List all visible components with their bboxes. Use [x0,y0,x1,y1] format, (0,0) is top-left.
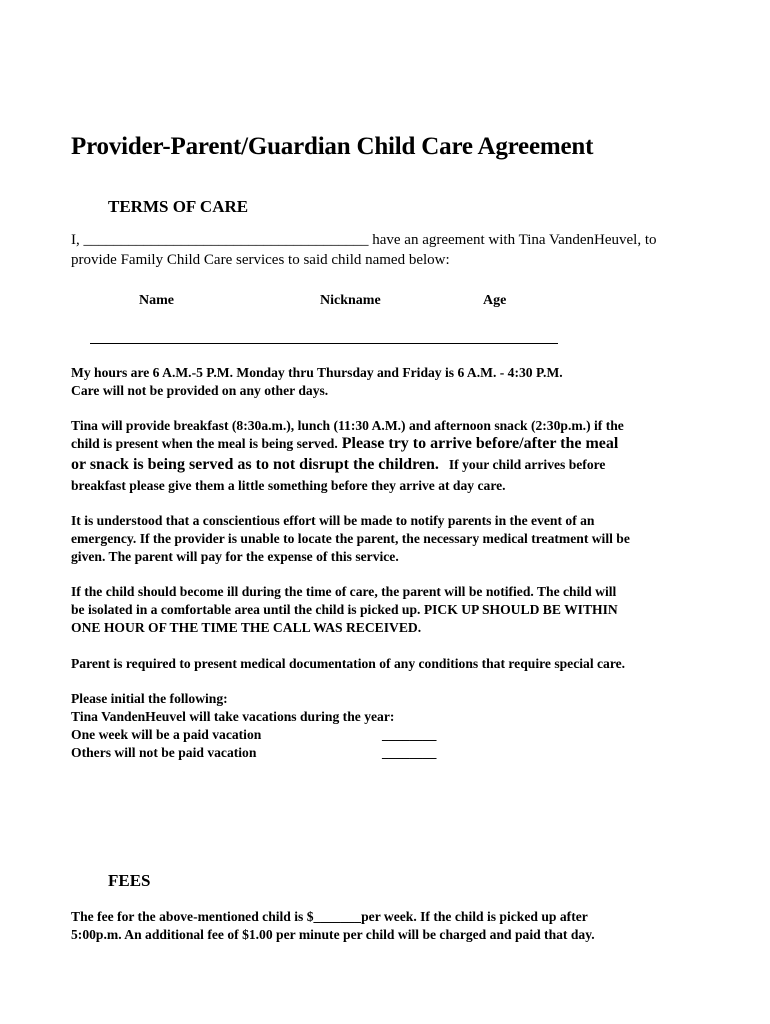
fees-line-1: The fee for the above-mentioned child is $_______per week. If the child is picked up after [71,909,588,924]
meals-line-2-text: child is present when the meal is being served. [71,436,338,451]
column-nickname-label: Nickname [320,293,381,308]
initial-line-2: Tina VandenHeuvel will take vacations during the year: [71,709,395,724]
meals-line-3 [71,456,605,474]
meals-line-1: Tina will provide breakfast (8:30a.m.), lunch (11:30 A.M.) and afternoon snack (2:30p.m.) if the [71,418,624,433]
intro-line-2: provide Family Child Care services to said child named below: [71,252,450,268]
medical-documentation-line: Parent is required to present medical documentation of any conditions that require special care. [71,656,626,671]
hours-line-1: My hours are 6 A.M.-5 P.M. Monday thru Thursday and Friday is 6 A.M. - 4:30 P.M. [71,365,563,380]
illness-line-2: be isolated in a comfortable area until the child is picked up. PICK UP SHOULD BE WITHIN [71,602,618,617]
fees-line-2: 5:00p.m. An additional fee of $1.00 per minute per child will be charged and paid that day. [71,927,595,942]
document-title: Provider-Parent/Guardian Child Care Agreement [71,133,594,160]
meals-line-3-emphasis: or snack is being served as to not disrupt the children. [71,456,439,473]
initial-line-1: Please initial the following: [71,691,228,706]
initial-line-4: Others will not be paid vacation [71,745,257,760]
meals-line-2-emphasis: Please try to arrive before/after the meal [341,435,619,452]
emergency-line-2: emergency. If the provider is unable to locate the parent, the necessary medical treatment will be [71,531,630,546]
initial-line-3: One week will be a paid vacation [71,727,262,742]
unpaid-vacation-initial-blank: ________ [382,745,437,760]
intro-line-1: I, ______________________________________ have an agreement with Tina VandenHeuvel, to [71,232,657,248]
illness-line-1: If the child should become ill during the time of care, the parent will be notified. The child will [71,584,617,599]
illness-line-3: ONE HOUR OF THE TIME THE CALL WAS RECEIVED. [71,620,422,635]
meals-line-2 [71,435,618,453]
meals-line-3-text: If your child arrives before [448,457,606,472]
fees-heading: FEES [108,871,151,890]
terms-of-care-heading: TERMS OF CARE [108,197,249,216]
child-entry-line [90,343,558,344]
emergency-line-1: It is understood that a conscientious effort will be made to notify parents in the event of an [71,513,595,528]
meals-line-4: breakfast please give them a little something before they arrive at day care. [71,478,506,493]
column-name-label: Name [139,293,174,308]
emergency-line-3: given. The parent will pay for the expense of this service. [71,549,399,564]
hours-line-2: Care will not be provided on any other days. [71,383,329,398]
paid-vacation-initial-blank: ________ [382,727,437,742]
column-age-label: Age [483,293,507,308]
